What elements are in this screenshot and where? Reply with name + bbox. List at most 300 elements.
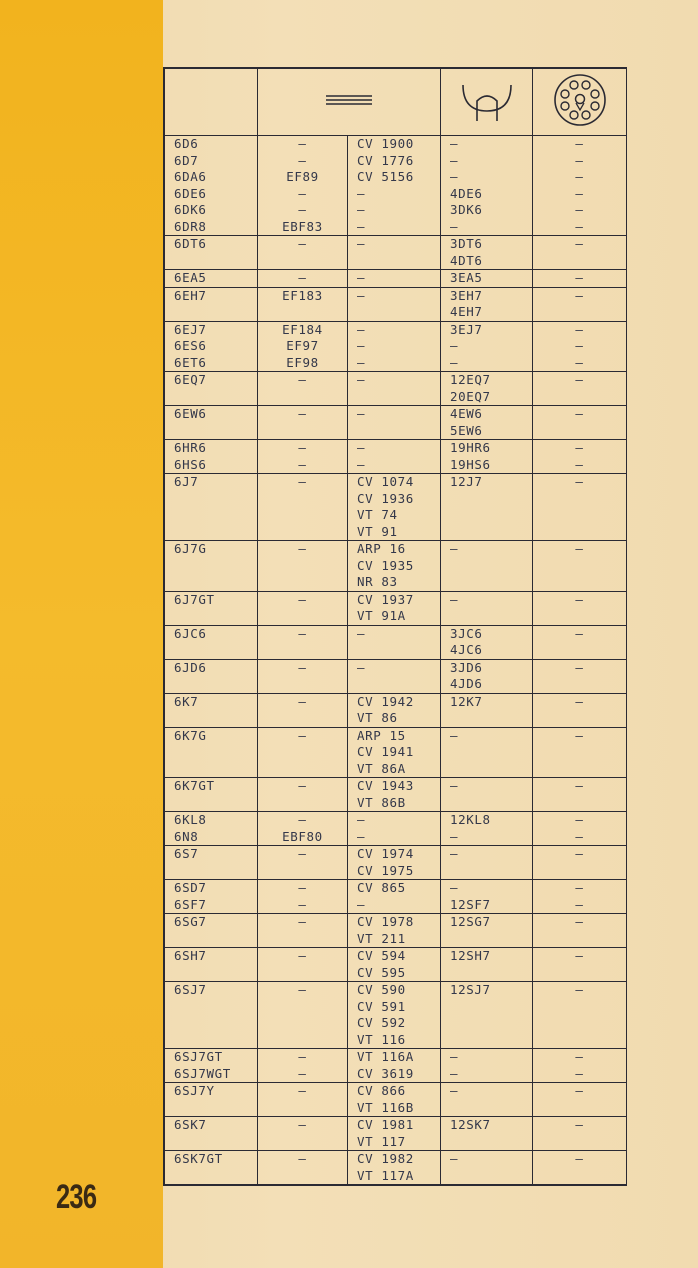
cell-line: – <box>575 236 584 251</box>
cell-line: 6EA5 <box>174 270 207 285</box>
cell-line: – <box>298 152 307 168</box>
heater-variant-cell <box>441 1151 533 1185</box>
heater-variant-cell <box>441 474 533 541</box>
cell-line: 4DE6 <box>450 185 483 201</box>
table-row <box>165 541 627 592</box>
cell-line: – <box>298 474 307 489</box>
cell-line: – <box>575 659 584 675</box>
cell-line: CV 1978 <box>357 914 414 929</box>
cell-line: – <box>575 982 584 997</box>
table-row <box>165 727 627 778</box>
cell-line: CV 590 <box>357 982 406 997</box>
cell-line: ARP 16 <box>357 541 406 556</box>
european-equivalent-cell <box>258 406 348 440</box>
table-row <box>165 474 627 541</box>
cell-line: 4JD6 <box>450 676 483 691</box>
cell-line: 6DT6 <box>174 236 207 251</box>
base-cell <box>533 727 627 778</box>
cell-line: VT 116B <box>357 1099 414 1115</box>
cell-line: 6D7 <box>174 152 199 168</box>
cell-line: CV 591 <box>357 998 406 1014</box>
cell-line: – <box>357 321 366 337</box>
tube-type-cell <box>165 270 258 288</box>
european-equivalent-cell <box>258 474 348 541</box>
cell-line: 6KL8 <box>174 812 207 827</box>
cell-line: – <box>357 828 366 844</box>
cell-line: 19HS6 <box>450 456 491 472</box>
european-equivalent-cell <box>258 914 348 948</box>
table-row <box>165 625 627 659</box>
page-number: 236 <box>56 1178 97 1216</box>
cell-line: 3DT6 <box>450 236 483 251</box>
cell-line: – <box>298 406 307 421</box>
base-cell <box>533 625 627 659</box>
military-equivalent-cell <box>348 659 441 693</box>
european-equivalent-cell <box>258 236 348 270</box>
european-equivalent-cell <box>258 625 348 659</box>
cell-line: CV 3619 <box>357 1065 414 1081</box>
header-base <box>533 69 627 136</box>
cell-line: 6EJ7 <box>174 321 207 337</box>
cell-line: EF183 <box>282 287 323 303</box>
cell-line: CV 594 <box>357 948 406 963</box>
military-equivalent-cell <box>348 1117 441 1151</box>
tube-type-cell <box>165 693 258 727</box>
base-cell <box>533 880 627 914</box>
military-equivalent-cell <box>348 372 441 406</box>
cell-line: 3JD6 <box>450 659 483 675</box>
cell-line: 20EQ7 <box>450 388 491 404</box>
cell-line: – <box>575 778 584 793</box>
heater-variant-cell <box>441 948 533 982</box>
cell-line: CV 595 <box>357 964 406 980</box>
heater-variant-cell <box>441 136 533 236</box>
cell-line: VT 91A <box>357 608 406 623</box>
cell-line: 6K7G <box>174 727 207 743</box>
cell-line: – <box>298 1065 307 1081</box>
cell-line: – <box>298 982 307 997</box>
cell-line: CV 1941 <box>357 744 414 759</box>
table-row <box>165 136 627 236</box>
cell-line: – <box>575 287 584 303</box>
cell-line: VT 74 <box>357 507 398 522</box>
cell-line: – <box>298 727 307 743</box>
cell-line: – <box>298 778 307 793</box>
cell-line: VT 86B <box>357 794 406 810</box>
cell-line: – <box>450 846 459 861</box>
table-row <box>165 948 627 982</box>
cell-line: – <box>298 846 307 861</box>
cell-line: 6SK7 <box>174 1117 207 1132</box>
table-row <box>165 846 627 880</box>
table-row <box>165 270 627 288</box>
cell-line: 12SJ7 <box>450 982 491 997</box>
cell-line: – <box>298 659 307 675</box>
cell-line: CV 1900 <box>357 136 414 151</box>
cell-line: 6HS6 <box>174 456 207 472</box>
cell-line: – <box>575 354 584 370</box>
cell-line: – <box>575 338 584 353</box>
table-row <box>165 321 627 372</box>
military-equivalent-cell <box>348 270 441 288</box>
base-cell <box>533 659 627 693</box>
heater-filament-icon <box>457 77 517 123</box>
cell-line: 3EA5 <box>450 270 483 285</box>
cell-line: – <box>357 440 366 455</box>
tube-type-cell <box>165 591 258 625</box>
cell-line: – <box>575 372 584 387</box>
cell-line: CV 1937 <box>357 591 414 607</box>
cell-line: 6SJ7GT <box>174 1049 223 1064</box>
cell-line: – <box>575 625 584 641</box>
cell-line: – <box>450 541 459 556</box>
base-cell <box>533 1049 627 1083</box>
european-equivalent-cell <box>258 659 348 693</box>
cell-line: – <box>450 1049 459 1064</box>
european-equivalent-cell <box>258 1083 348 1117</box>
cell-line: – <box>575 1065 584 1081</box>
cell-line: – <box>298 136 307 151</box>
cell-line: 6SF7 <box>174 896 207 912</box>
cell-line: – <box>575 1049 584 1064</box>
cell-line: – <box>298 202 307 217</box>
cell-line: – <box>450 136 459 151</box>
heater-variant-cell <box>441 591 533 625</box>
cell-line: – <box>575 218 584 234</box>
european-equivalent-cell <box>258 948 348 982</box>
cell-line: 3DK6 <box>450 202 483 217</box>
cell-line: EBF80 <box>282 828 323 844</box>
cell-line: – <box>298 1049 307 1064</box>
cell-line: 12K7 <box>450 693 483 709</box>
cell-line: – <box>450 338 459 353</box>
cell-line: 6J7G <box>174 541 207 556</box>
tube-type-cell <box>165 625 258 659</box>
base-cell <box>533 1083 627 1117</box>
table-row <box>165 982 627 1049</box>
cell-line: 12SH7 <box>450 948 491 963</box>
cell-line: – <box>450 880 459 895</box>
military-equivalent-cell <box>348 812 441 846</box>
base-cell <box>533 1117 627 1151</box>
tube-type-cell <box>165 982 258 1049</box>
cell-line: – <box>357 236 366 251</box>
european-equivalent-cell <box>258 270 348 288</box>
cell-line: 6DR8 <box>174 218 207 234</box>
cell-line: 6SJ7Y <box>174 1083 215 1098</box>
military-equivalent-cell <box>348 474 441 541</box>
table-row <box>165 693 627 727</box>
cell-line: EF89 <box>286 169 319 184</box>
cell-line: 6SJ7 <box>174 982 207 997</box>
cell-line: – <box>357 338 366 353</box>
european-equivalent-cell <box>258 1049 348 1083</box>
cell-line: 4DT6 <box>450 252 483 268</box>
cell-line: VT 116 <box>357 1031 406 1047</box>
cell-line: – <box>450 727 459 743</box>
table-row <box>165 236 627 270</box>
military-equivalent-cell <box>348 1049 441 1083</box>
tube-type-cell <box>165 846 258 880</box>
base-cell <box>533 236 627 270</box>
cell-line: – <box>357 896 366 912</box>
cell-line: – <box>298 372 307 387</box>
heater-variant-cell <box>441 812 533 846</box>
european-equivalent-cell <box>258 321 348 372</box>
tube-type-cell <box>165 659 258 693</box>
cell-line: 6EH7 <box>174 287 207 303</box>
cell-line: – <box>575 456 584 472</box>
cell-line: 6ES6 <box>174 338 207 353</box>
cell-line: – <box>298 591 307 607</box>
cell-line: – <box>575 896 584 912</box>
cell-line: EF184 <box>282 321 323 337</box>
cell-line: – <box>575 880 584 895</box>
tube-type-cell <box>165 321 258 372</box>
cell-line: NR 83 <box>357 574 398 589</box>
base-cell <box>533 541 627 592</box>
cell-line: CV 865 <box>357 880 406 895</box>
cell-line: 6K7 <box>174 693 199 709</box>
cell-line: 6EQ7 <box>174 372 207 387</box>
base-cell <box>533 440 627 474</box>
cell-line: – <box>575 185 584 201</box>
european-equivalent-cell <box>258 1117 348 1151</box>
cell-line: – <box>298 541 307 556</box>
european-equivalent-cell <box>258 1151 348 1185</box>
cell-line: CV 1074 <box>357 474 414 489</box>
header-row <box>165 69 627 136</box>
tube-type-cell <box>165 727 258 778</box>
military-equivalent-cell <box>348 236 441 270</box>
base-cell <box>533 982 627 1049</box>
heater-variant-cell <box>441 372 533 406</box>
base-cell <box>533 136 627 236</box>
cell-line: 6ET6 <box>174 354 207 370</box>
heater-variant-cell <box>441 287 533 321</box>
cell-line: CV 1935 <box>357 557 414 573</box>
cell-line: VT 116A <box>357 1049 414 1064</box>
heater-variant-cell <box>441 625 533 659</box>
tube-type-cell <box>165 948 258 982</box>
cell-line: 12EQ7 <box>450 372 491 387</box>
heater-variant-cell <box>441 727 533 778</box>
tube-type-cell <box>165 372 258 406</box>
cell-line: – <box>450 152 459 168</box>
heater-variant-cell <box>441 880 533 914</box>
cell-line: CV 1942 <box>357 693 414 709</box>
cell-line: VT 117A <box>357 1167 414 1183</box>
military-equivalent-cell <box>348 591 441 625</box>
military-equivalent-cell <box>348 948 441 982</box>
cell-line: – <box>357 456 366 472</box>
base-cell <box>533 948 627 982</box>
table-row <box>165 287 627 321</box>
european-equivalent-cell <box>258 136 348 236</box>
tube-type-cell <box>165 136 258 236</box>
tube-type-cell <box>165 1117 258 1151</box>
cell-line: – <box>450 354 459 370</box>
european-equivalent-cell <box>258 880 348 914</box>
cell-line: EBF83 <box>282 218 323 234</box>
cell-line: 12SF7 <box>450 896 491 912</box>
yellow-margin-band <box>0 0 163 1268</box>
heater-variant-cell <box>441 236 533 270</box>
heater-variant-cell <box>441 541 533 592</box>
cell-line: – <box>575 169 584 184</box>
tube-type-cell <box>165 1083 258 1117</box>
military-equivalent-cell <box>348 321 441 372</box>
cell-line: – <box>450 169 459 184</box>
military-equivalent-cell <box>348 914 441 948</box>
header-heater <box>441 69 533 136</box>
cell-line: – <box>575 541 584 556</box>
cell-line: 6J7GT <box>174 591 215 607</box>
tube-type-cell <box>165 287 258 321</box>
cell-line: – <box>298 812 307 827</box>
table-row <box>165 406 627 440</box>
cell-line: 19HR6 <box>450 440 491 455</box>
base-cell <box>533 372 627 406</box>
military-equivalent-cell <box>348 406 441 440</box>
cell-line: CV 592 <box>357 1015 406 1030</box>
cell-line: – <box>298 625 307 641</box>
cell-line: 12J7 <box>450 474 483 489</box>
cell-line: 3JC6 <box>450 625 483 641</box>
military-equivalent-cell <box>348 693 441 727</box>
cell-line: – <box>298 896 307 912</box>
cell-line: – <box>450 1083 459 1098</box>
cell-line: 6D6 <box>174 136 199 151</box>
cell-line: 6DK6 <box>174 202 207 217</box>
cell-line: CV 866 <box>357 1083 406 1098</box>
cell-line: 12KL8 <box>450 812 491 827</box>
cell-line: – <box>575 727 584 743</box>
cell-line: – <box>575 591 584 607</box>
equivalent-lines-icon <box>324 93 374 107</box>
base-cell <box>533 846 627 880</box>
cell-line: 6SK7GT <box>174 1151 223 1166</box>
cell-line: 6N8 <box>174 828 199 844</box>
military-equivalent-cell <box>348 982 441 1049</box>
cell-line: – <box>575 1083 584 1098</box>
cell-line: 6SH7 <box>174 948 207 963</box>
cell-line: – <box>575 270 584 285</box>
cell-line: – <box>298 948 307 963</box>
tube-type-cell <box>165 236 258 270</box>
base-cell <box>533 693 627 727</box>
heater-variant-cell <box>441 1049 533 1083</box>
military-equivalent-cell <box>348 1083 441 1117</box>
tube-equivalents-table <box>163 67 627 1186</box>
header-type <box>165 69 258 136</box>
cell-line: – <box>575 321 584 337</box>
table-row <box>165 778 627 812</box>
heater-variant-cell <box>441 693 533 727</box>
cell-line: CV 1776 <box>357 152 414 168</box>
european-equivalent-cell <box>258 982 348 1049</box>
base-cell <box>533 812 627 846</box>
base-cell <box>533 321 627 372</box>
tube-base-socket-icon <box>552 72 608 128</box>
cell-line: 6SD7 <box>174 880 207 895</box>
european-equivalent-cell <box>258 591 348 625</box>
european-equivalent-cell <box>258 541 348 592</box>
cell-line: EF98 <box>286 354 319 370</box>
table-row <box>165 440 627 474</box>
cell-line: 6DE6 <box>174 185 207 201</box>
cell-line: – <box>298 1151 307 1166</box>
cell-line: CV 1981 <box>357 1117 414 1132</box>
cell-line: – <box>575 846 584 861</box>
cell-line: – <box>575 474 584 489</box>
cell-line: 6K7GT <box>174 778 215 793</box>
cell-line: – <box>298 693 307 709</box>
heater-variant-cell <box>441 440 533 474</box>
cell-line: – <box>575 1117 584 1132</box>
cell-line: – <box>357 287 366 303</box>
military-equivalent-cell <box>348 440 441 474</box>
heater-variant-cell <box>441 270 533 288</box>
cell-line: 6S7 <box>174 846 199 861</box>
cell-line: VT 91 <box>357 523 398 539</box>
cell-line: 6HR6 <box>174 440 207 455</box>
cell-line: 6SJ7WGT <box>174 1065 231 1081</box>
cell-line: – <box>575 440 584 455</box>
cell-line: 6EW6 <box>174 406 207 421</box>
cell-line: 4EW6 <box>450 406 483 421</box>
cell-line: – <box>450 591 459 607</box>
military-equivalent-cell <box>348 136 441 236</box>
tube-type-cell <box>165 541 258 592</box>
tube-type-cell <box>165 1151 258 1185</box>
cell-line: – <box>575 406 584 421</box>
tube-type-cell <box>165 880 258 914</box>
cell-line: – <box>575 202 584 217</box>
european-equivalent-cell <box>258 287 348 321</box>
table-row <box>165 1117 627 1151</box>
cell-line: CV 1974 <box>357 846 414 861</box>
heater-variant-cell <box>441 659 533 693</box>
cell-line: – <box>450 218 459 234</box>
cell-line: – <box>357 185 366 201</box>
base-cell <box>533 1151 627 1185</box>
military-equivalent-cell <box>348 880 441 914</box>
european-equivalent-cell <box>258 727 348 778</box>
cell-line: – <box>450 828 459 844</box>
cell-line: – <box>450 778 459 793</box>
heater-variant-cell <box>441 321 533 372</box>
cell-line: – <box>298 914 307 929</box>
tube-type-cell <box>165 440 258 474</box>
cell-line: ARP 15 <box>357 727 406 743</box>
cell-line: – <box>298 185 307 201</box>
cell-line: – <box>357 406 366 421</box>
cell-line: 4EH7 <box>450 304 483 319</box>
cell-line: – <box>357 270 366 285</box>
military-equivalent-cell <box>348 625 441 659</box>
european-equivalent-cell <box>258 440 348 474</box>
tube-type-cell <box>165 1049 258 1083</box>
base-cell <box>533 287 627 321</box>
heater-variant-cell <box>441 914 533 948</box>
heater-variant-cell <box>441 1117 533 1151</box>
tube-type-cell <box>165 812 258 846</box>
cell-line: – <box>298 270 307 285</box>
cell-line: 6J7 <box>174 474 199 489</box>
table-row <box>165 880 627 914</box>
cell-line: CV 1975 <box>357 862 414 878</box>
